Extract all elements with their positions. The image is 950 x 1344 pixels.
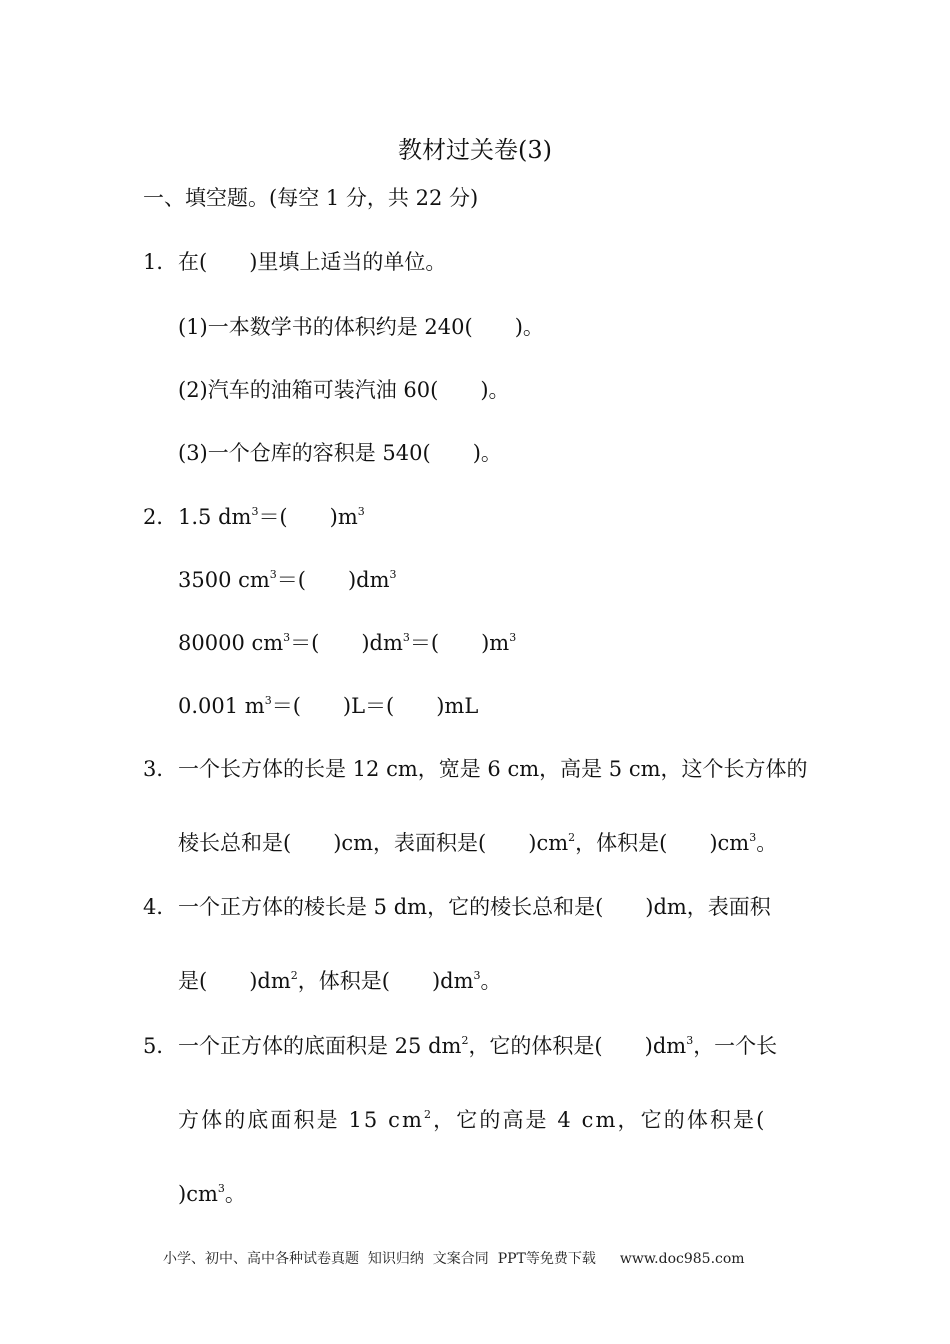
question-1-item-2: (2)汽车的油箱可装汽油 60( )。 [178,378,510,402]
question-text: 棱长总和是( )cm，表面积是( )cm [178,831,569,855]
question-stem: 一个正方体的底面积是 25 dm [178,1034,462,1058]
question-stem: 在( )里填上适当的单位。 [178,250,447,274]
footer-text: 小学、初中、高中各种试卷真题 知识归纳 文案合同 PPT等免费下载 [163,1251,596,1267]
exponent: 3 [509,631,517,644]
conversion-line-4 [178,696,478,717]
question-stem: 一个正方体的棱长是 5 dm，它的棱长总和是( )dm，表面积 [178,895,771,919]
question-number: 5． [143,1034,178,1058]
conversion-text: 0.001 m [178,694,265,718]
exponent: 3 [269,568,277,581]
question-1-item-1: (1)一本数学书的体积约是 240( )。 [178,315,544,339]
question-4-line-2 [178,971,502,992]
conversion-text: ＝( )L＝( )mL [271,694,479,718]
conversion-line-3 [178,633,516,654]
exponent: 2 [568,831,576,844]
conversion-text: ＝( )m [409,631,510,655]
question-number: 2． [143,505,178,529]
question-text: 。 [224,1182,246,1206]
exponent: 3 [357,505,365,518]
question-3 [143,759,808,780]
exponent: 2 [424,1108,434,1121]
question-text: 方体的底面积是 15 cm [178,1108,425,1132]
conversion-text: 3500 cm [178,568,270,592]
conversion-line-2 [178,570,397,591]
question-text: ，它的高是 4 cm，它的体积是( [433,1108,767,1132]
conversion-text: 1.5 dm [178,505,252,529]
exponent: 3 [473,969,481,982]
conversion-text: 80000 cm [178,631,284,655]
question-text: 。 [480,969,502,993]
question-text: ，体积是( )cm [575,831,750,855]
exponent: 3 [749,831,757,844]
question-number: 3． [143,757,178,781]
question-2 [143,507,365,528]
exponent: 3 [217,1182,225,1195]
question-text: ，它的体积是( )dm [468,1034,687,1058]
conversion-text: ＝( )m [258,505,358,529]
question-text: ，体积是( )dm [297,969,474,993]
page-footer [163,1248,745,1268]
question-5-line-2 [178,1110,766,1131]
footer-url: www.doc985.com [619,1251,745,1267]
question-text: ，一个长 [693,1034,778,1058]
question-1-item-3: (3)一个仓库的容积是 540( )。 [178,441,502,465]
conversion-text: ＝( )dm [290,631,403,655]
conversion-text: ＝( )dm [276,568,390,592]
exponent: 3 [283,631,291,644]
question-1 [143,252,446,273]
question-stem: 一个长方体的长是 12 cm，宽是 6 cm，高是 5 cm，这个长方体的 [178,757,808,781]
exponent: 3 [251,505,259,518]
question-5 [143,1036,777,1057]
question-number: 4． [143,895,178,919]
exponent: 2 [461,1034,469,1047]
question-text: 是( )dm [178,969,291,993]
question-4 [143,897,771,918]
exponent: 2 [290,969,298,982]
exponent: 3 [686,1034,694,1047]
page-title: 教材过关卷(3) [398,136,552,164]
section-heading: 一、填空题。(每空 1 分，共 22 分) [143,186,479,210]
exponent: 3 [389,568,397,581]
question-3-line-2 [178,833,777,854]
question-text: )cm [178,1182,218,1206]
exponent: 3 [264,694,272,707]
question-number: 1． [143,250,178,274]
question-5-line-3 [178,1184,246,1205]
question-text: 。 [756,831,778,855]
exponent: 3 [402,631,410,644]
